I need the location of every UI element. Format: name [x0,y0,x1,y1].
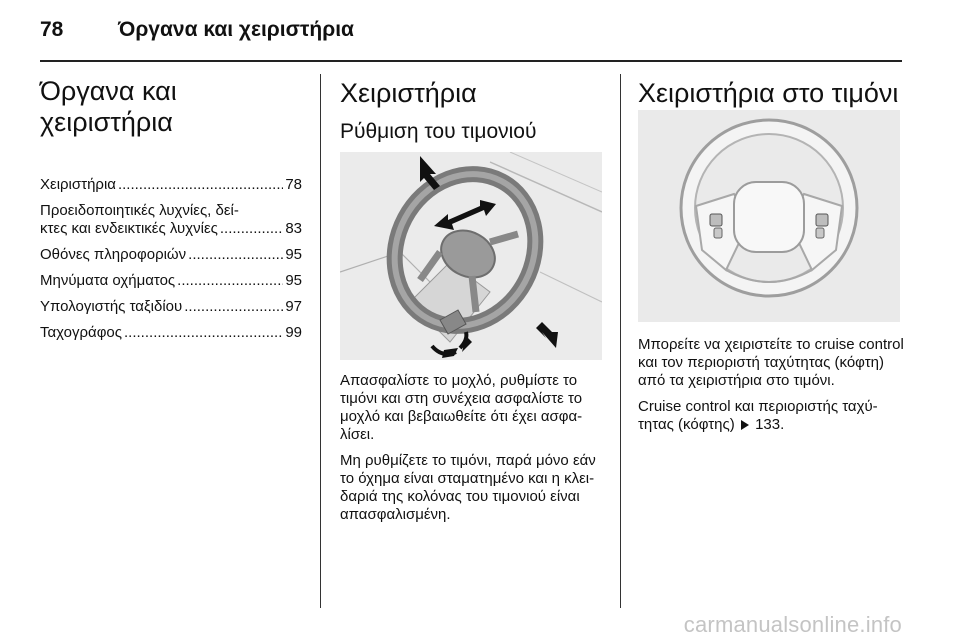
header-rule [40,60,902,62]
toc-entry-page: 99 [285,324,302,341]
controls-title: Χειριστήρια [340,78,477,108]
toc-leader [184,298,283,316]
toc-entry-title: Χειριστήρια [40,176,116,193]
toc-entry-page: 83 [285,220,302,237]
section-title-line2: χειριστήρια [40,107,173,137]
toc-entry[interactable] [40,324,302,342]
toc-entry[interactable] [40,202,302,238]
wheel-controls-paragraph-2-text: Cruise control και περιοριστής ταχύ-τητας (κόφτης) [638,398,878,433]
column-divider-1 [320,74,321,608]
column-divider-2 [620,74,621,608]
toc-entry-title: Ταχογράφος [40,324,123,341]
steering-wheel-drawing [638,110,900,322]
toc-entry-title: Μηνύματα οχήματος [40,272,176,289]
chapter-title: Όργανα και χειριστήρια [118,18,354,41]
steering-adjust-drawing [340,152,602,360]
toc-entry[interactable] [40,272,302,290]
toc-entry-title-line1: Προειδοποιητικές λυχνίες, δεί- [40,202,239,219]
toc-entry[interactable] [40,176,302,194]
toc-entry-page: 97 [285,298,302,315]
toc-entry-title-line2: κτες και ενδεικτικές λυχνίες [40,220,218,237]
reference-page-link[interactable]: 133. [755,416,785,433]
steering-adjust-illustration [340,152,602,360]
wheel-controls-paragraph-2 [638,398,904,434]
toc-leader [118,176,283,194]
toc-entry-page: 78 [285,176,302,193]
toc-entry[interactable] [40,246,302,264]
toc-entry-page: 95 [285,272,302,289]
steering-adjust-subtitle: Ρύθμιση του τιμονιού [340,120,537,143]
steering-wheel-illustration [638,110,900,322]
toc-leader [124,324,283,342]
wheel-controls-text [638,336,904,442]
toc-entry-title: Οθόνες πληροφοριών [40,246,187,263]
table-of-contents [40,176,302,350]
toc-leader [220,220,283,238]
wheel-controls-title: Χειριστήρια στο τιμόνι [638,78,899,108]
page-number: 78 [40,18,64,41]
steering-adjust-paragraph-1: Απασφαλίστε το μοχλό, ρυθμίστε το τιμόνι και στη συνέχεια ασφαλίστε το μοχλό και βεβαιωθείτε ότι έχει ασφα-λίσει. [340,372,583,443]
triangle-reference-icon [741,420,749,430]
toc-entry[interactable] [40,298,302,316]
toc-entry-title: Υπολογιστής ταξιδίου [40,298,183,315]
watermark: carmanualsonline.info [683,612,902,637]
steering-adjust-paragraph-2: Μη ρυθμίζετε το τιμόνι, παρά μόνο εάν το όχημα είναι σταματημένο και η κλει-δαριά της κολόνας του τιμονιού είναι απασφαλισμένη. [340,452,596,523]
steering-adjust-text [340,372,606,532]
toc-leader [188,246,283,264]
wheel-controls-paragraph-1: Μπορείτε να χειριστείτε το cruise control και τον περιοριστή ταχύτητας (κόφτη) από τα χειριστήρια στο τιμόνι. [638,336,904,389]
toc-leader [177,272,283,290]
section-title-line1: Όργανα και [40,76,177,106]
toc-entry-page: 95 [285,246,302,263]
section-title [40,76,177,138]
